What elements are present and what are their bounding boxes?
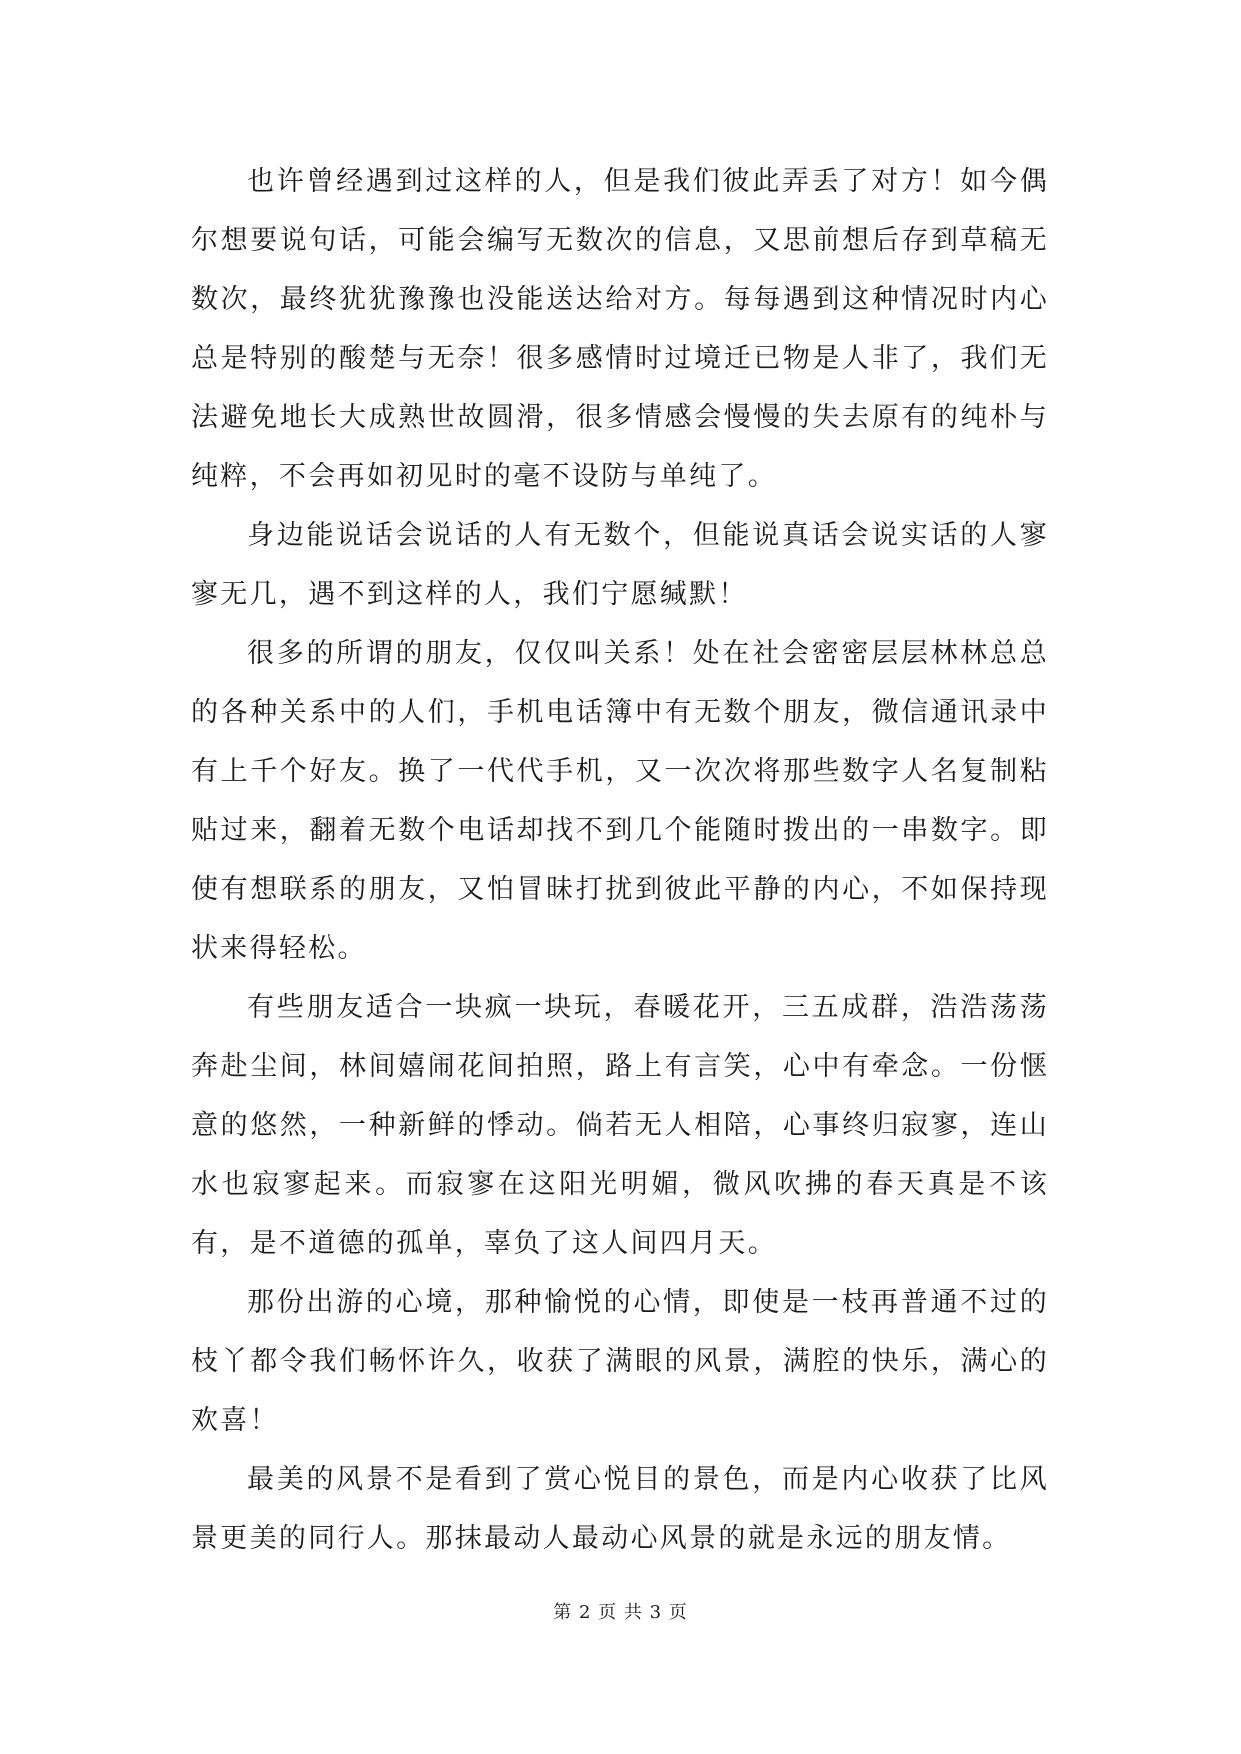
paragraph-4: 有些朋友适合一块疯一块玩，春暖花开，三五成群，浩浩荡荡奔赴尘间，林间嬉闹花间拍照，路上有言笑，心中有牵念。一份惬意的悠然，一种新鲜的悸动。倘若无人相陪，心事终归寂寥，连山水也寂寥起来。而寂寥在这阳光明媚，微风吹拂的春天真是不该有，是不道德的孤单，辜负了这人间四月天。 [191,992,1049,1259]
page-footer: 第 2 页 共 3 页 [553,1602,688,1623]
paragraph-6: 最美的风景不是看到了赏心悦目的景色，而是内心收获了比风景更美的同行人。那抹最动人最动心风景的就是永远的朋友情。 [191,1464,1049,1554]
paragraph-1: 也许曾经遇到过这样的人，但是我们彼此弄丢了对方！如今偶尔想要说句话，可能会编写无数次的信息，又思前想后存到草稿无数次，最终犹犹豫豫也没能送达给对方。每每遇到这种情况时内心总是特别的酸楚与无奈！很多感情时过境迁已物是人非了，我们无法避免地长大成熟世故圆滑，很多情感会慢慢的失去原有的纯朴与纯粹，不会再如初见时的毫不设防与单纯了。 [191,166,1049,492]
paragraph-2: 身边能说话会说话的人有无数个，但能说真话会说实话的人寥寥无几，遇不到这样的人，我们宁愿缄默！ [191,520,1049,610]
document-body [191,152,1049,1568]
paragraph-3: 很多的所谓的朋友，仅仅叫关系！处在社会密密层层林林总总的各种关系中的人们，手机电话簿中有无数个朋友，微信通讯录中有上千个好友。换了一代代手机，又一次次将那些数字人名复制粘贴过来，翻着无数个电话却找不到几个能随时拨出的一串数字。即使有想联系的朋友，又怕冒昧打扰到彼此平静的内心，不如保持现状来得轻松。 [191,638,1049,964]
paragraph-5: 那份出游的心境，那种愉悦的心情，即使是一枝再普通不过的枝丫都令我们畅怀许久，收获了满眼的风景，满腔的快乐，满心的欢喜！ [191,1287,1049,1436]
